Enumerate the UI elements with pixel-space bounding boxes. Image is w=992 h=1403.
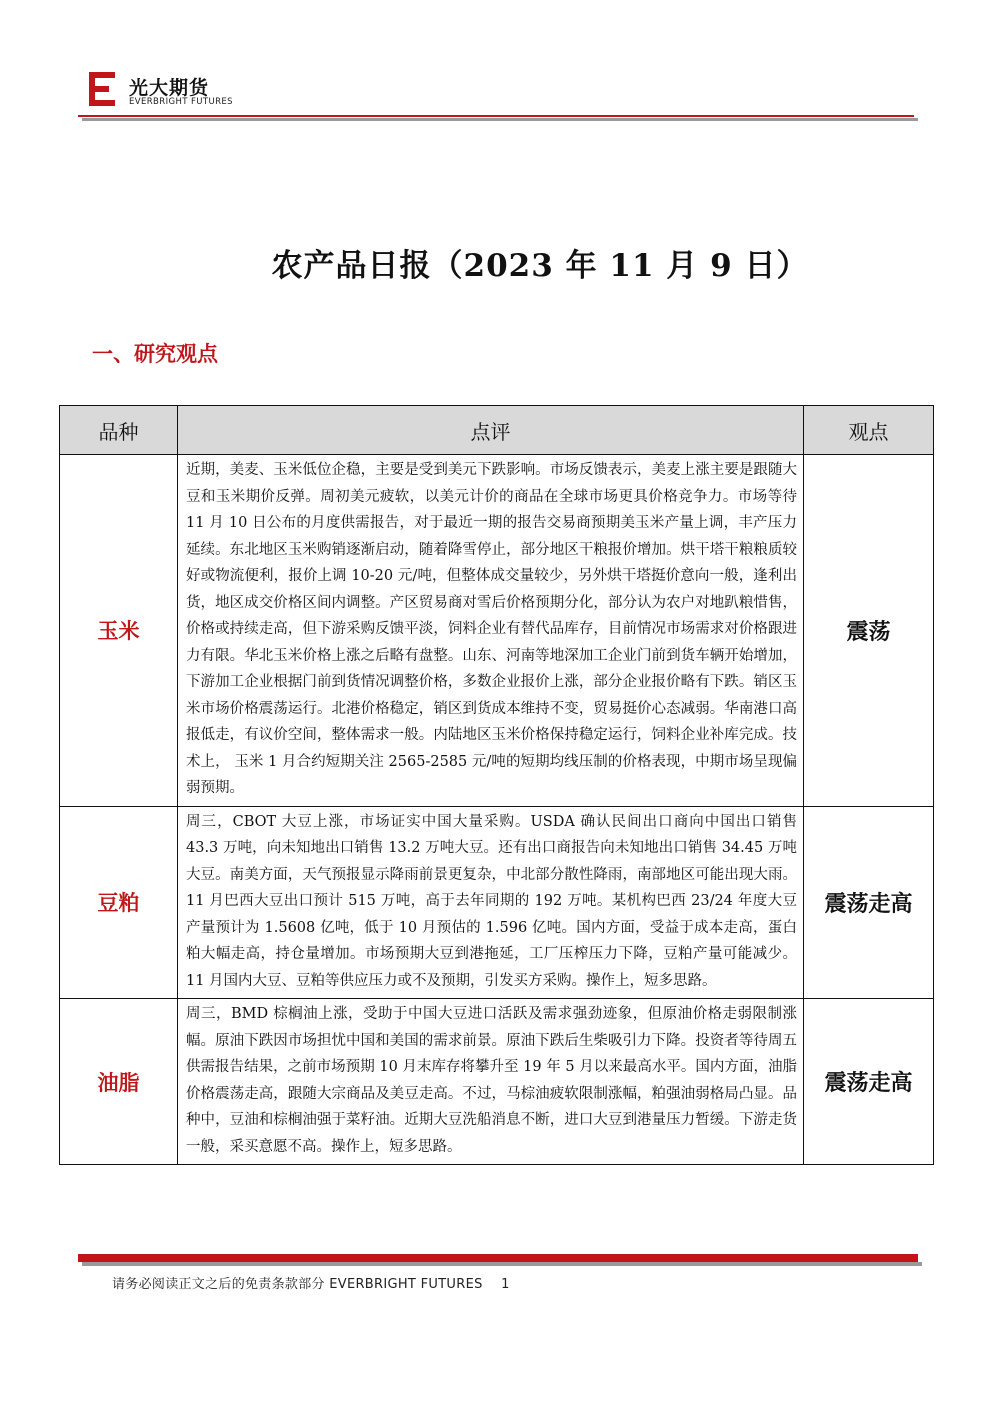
table-row [60,999,934,1165]
logo-chinese-name: 光大期货 [129,77,210,99]
view-cell: 震荡走高 [804,999,934,1165]
footer-disclaimer-text: 请务必阅读正文之后的免责条款部分 EVERBRIGHT FUTURES [112,1277,483,1292]
logo-english-name: EVERBRIGHT FUTURES [129,97,233,107]
variety-cell: 豆粕 [60,806,178,999]
footer-divider [78,1254,922,1268]
comment-cell: 周三，BMD 棕榈油上涨，受助于中国大豆进口活跃及需求强劲迹象，但原油价格走弱限制涨幅。原油下跌因市场担忧中国和美国的需求前景。原油下跌后生柴吸引力下降。投资者等待周五供需报告结果，之前市场预期 10 月末库存将攀升至 19 年 5 月以来最高水平。国内方面，油脂价格震荡走高，跟随大宗商品及美豆走高。不过，马棕油疲软限制涨幅，粕强油弱格局凸显。品种中，豆油和棕榈油强于菜籽油。近期大豆洗船消息不断，进口大豆到港量压力暂缓。下游走货一般，采买意愿不高。操作上，短多思路。 [178,999,804,1165]
table-row [60,455,934,807]
footer-disclaimer [112,1273,510,1292]
header-view: 观点 [804,406,934,455]
table-row [60,806,934,999]
header-comment: 点评 [178,406,804,455]
comment-cell: 周三，CBOT 大豆上涨，市场证实中国大量采购。USDA 确认民间出口商向中国出口销售 43.3 万吨，向未知地出口销售 13.2 万吨大豆。还有出口商报告向未知地出口销售 34.45 万吨大豆。南美方面，天气预报显示降雨前景更复杂，中北部分散性降雨，南部地区可能出现大雨。11 月巴西大豆出口预计 515 万吨，高于去年同期的 192 万吨。某机构巴西 23/24 年度大豆产量预计为 1.5608 亿吨，低于 10 月预估的 1.596 亿吨。国内方面，受益于成本走高，蛋白粕大幅走高，持仓量增加。市场预期大豆到港拖延，工厂压榨压力下降，豆粕产量可能减少。11 月国内大豆、豆粕等供应压力或不及预期，引发买方采购。操作上，短多思路。 [178,806,804,999]
table-header-row [60,406,934,455]
view-cell: 震荡走高 [804,806,934,999]
research-views-table [59,405,934,1165]
comment-cell: 近期，美麦、玉米低位企稳，主要是受到美元下跌影响。市场反馈表示，美麦上涨主要是跟随大豆和玉米期价反弹。周初美元疲软，以美元计价的商品在全球市场更具价格竞争力。市场等待 11 月 10 日公布的月度供需报告，对于最近一期的报告交易商预期美玉米产量上调，丰产压力延续。东北地区玉米购销逐渐启动，随着降雪停止，部分地区干粮报价增加。烘干塔干粮粮质较好或物流便利，报价上调 10-20 元/吨，但整体成交量较少，另外烘干塔挺价意向一般，逢利出货，地区成交价格区间内调整。产区贸易商对雪后价格预期分化，部分认为农户对地趴粮惜售，价格或持续走高，但下游采购反馈平淡，饲料企业有替代品库存，目前情况市场需求对价格跟进力有限。华北玉米价格上涨之后略有盘整。山东、河南等地深加工企业门前到货车辆开始增加，下游加工企业根据门前到货情况调整价格，多数企业报价上涨，部分企业报价略有下跌。销区玉米市场价格震荡运行。北港价格稳定，销区到货成本维持不变，贸易挺价心态减弱。华南港口高报低走，有议价空间，整体需求一般。内陆地区玉米价格保持稳定运行，饲料企业补库完成。技术上， 玉米 1 月合约短期关注 2565-2585 元/吨的短期均线压制的价格表现，中期市场呈现偏弱预期。 [178,455,804,807]
variety-cell: 油脂 [60,999,178,1165]
variety-cell: 玉米 [60,455,178,807]
view-cell: 震荡 [804,455,934,807]
document-title: 农产品日报（2023 年 11 月 9 日） [271,248,809,284]
section-heading: 一、研究观点 [92,341,218,366]
header-divider [78,115,918,123]
company-logo [89,72,239,108]
everbright-logo-icon [89,72,117,106]
page-number: 1 [501,1277,510,1292]
header-variety: 品种 [60,406,178,455]
